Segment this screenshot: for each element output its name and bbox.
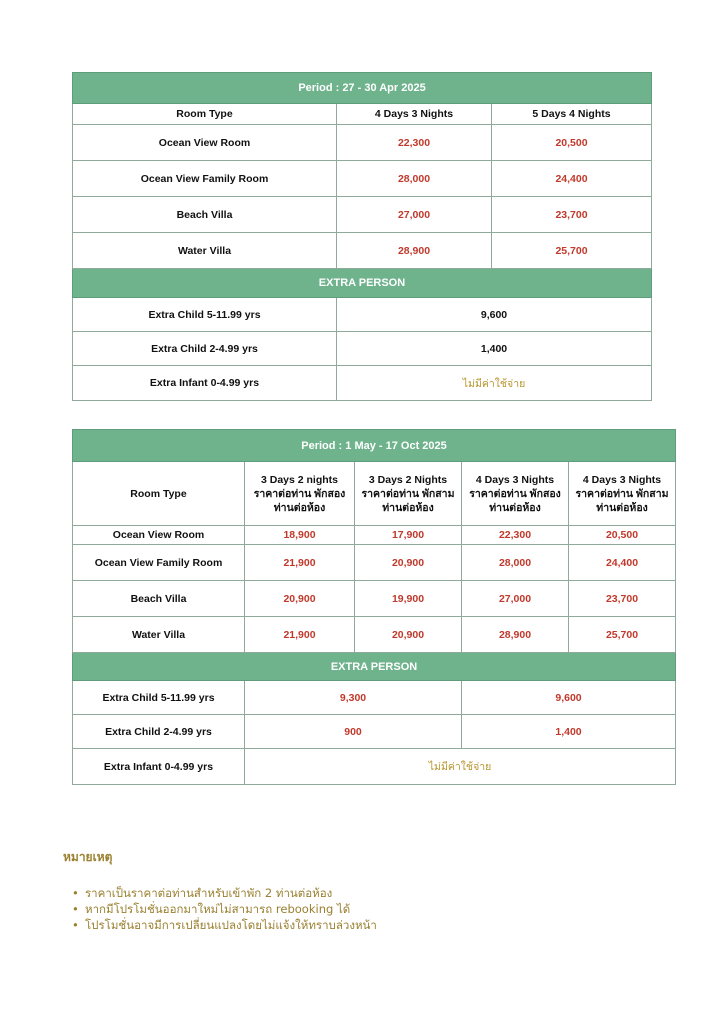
- room-name: Ocean View Room: [73, 125, 337, 161]
- price-cell: 21,900: [245, 545, 355, 581]
- room-name: Beach Villa: [73, 581, 245, 617]
- extra-label: Extra Child 2-4.99 yrs: [73, 332, 337, 366]
- period-header: Period : 1 May - 17 Oct 2025: [73, 430, 676, 462]
- price-cell: 17,900: [355, 526, 462, 545]
- price-cell: 20,500: [492, 125, 652, 161]
- extra-value: 1,400: [462, 715, 676, 749]
- notes-list: [63, 885, 377, 933]
- header-line: ท่านต่อห้อง: [382, 501, 434, 514]
- extra-label: Extra Child 5-11.99 yrs: [73, 681, 245, 715]
- header-line: ราคาต่อท่าน พักสาม: [575, 487, 669, 500]
- room-type-header: Room Type: [73, 104, 337, 125]
- price-cell: 19,900: [355, 581, 462, 617]
- header-line: ท่านต่อห้อง: [273, 501, 326, 514]
- table-row: [73, 526, 676, 545]
- table-row: [73, 366, 652, 401]
- note-item: • หากมีโปรโมชั่นออกมาใหม่ไม่สามารถ rebooking ได้: [85, 901, 377, 917]
- price-cell: 28,000: [337, 161, 492, 197]
- price-cell: 20,500: [569, 526, 676, 545]
- header-line: 4 Days 3 Nights: [582, 473, 662, 486]
- column-header: [355, 462, 462, 526]
- room-name: Ocean View Family Room: [73, 161, 337, 197]
- price-cell: 20,900: [245, 581, 355, 617]
- room-name: Ocean View Family Room: [73, 545, 245, 581]
- table-row: [73, 197, 652, 233]
- extra-value: 9,600: [337, 298, 652, 332]
- price-cell: 24,400: [492, 161, 652, 197]
- table-row: [73, 581, 676, 617]
- room-name: Ocean View Room: [73, 526, 245, 545]
- period-header: Period : 27 - 30 Apr 2025: [73, 73, 652, 104]
- header-line: ราคาต่อท่าน พักสอง: [469, 487, 561, 500]
- header-line: ท่านต่อห้อง: [489, 501, 541, 514]
- header-line: 4 Days 3 Nights: [475, 473, 555, 486]
- table-row: [73, 298, 652, 332]
- price-cell: 27,000: [337, 197, 492, 233]
- table-row: [73, 617, 676, 653]
- table-row: [73, 233, 652, 269]
- room-name: Water Villa: [73, 617, 245, 653]
- price-cell: 28,900: [462, 617, 569, 653]
- extra-value: 9,300: [245, 681, 462, 715]
- price-cell: 23,700: [492, 197, 652, 233]
- price-cell: 23,700: [569, 581, 676, 617]
- extra-value: 9,600: [462, 681, 676, 715]
- column-header: [245, 462, 355, 526]
- table-row: [73, 125, 652, 161]
- header-line: ราคาต่อท่าน พักสาม: [361, 487, 455, 500]
- column-header: [569, 462, 676, 526]
- price-cell: 20,900: [355, 617, 462, 653]
- extra-value: 900: [245, 715, 462, 749]
- header-line: 3 Days 2 nights: [260, 473, 339, 486]
- extra-value: ไม่มีค่าใช้จ่าย: [337, 366, 652, 401]
- table-row: [73, 161, 652, 197]
- extra-value: ไม่มีค่าใช้จ่าย: [245, 749, 676, 785]
- note-item: • ราคาเป็นราคาต่อท่านสำหรับเข้าพัก 2 ท่านต่อห้อง: [85, 885, 377, 901]
- room-type-header: Room Type: [73, 462, 245, 526]
- header-line: ท่านต่อห้อง: [596, 501, 648, 514]
- room-name: Water Villa: [73, 233, 337, 269]
- price-cell: 21,900: [245, 617, 355, 653]
- table-row: [73, 545, 676, 581]
- table-row: [73, 332, 652, 366]
- table-row: [73, 681, 676, 715]
- column-header: [462, 462, 569, 526]
- price-cell: 24,400: [569, 545, 676, 581]
- extra-label: Extra Child 5-11.99 yrs: [73, 298, 337, 332]
- table-row: [73, 715, 676, 749]
- price-table-apr: [72, 72, 652, 401]
- table-row: [73, 749, 676, 785]
- price-cell: 27,000: [462, 581, 569, 617]
- header-line: ราคาต่อท่าน พักสอง: [253, 487, 346, 500]
- extra-value: 1,400: [337, 332, 652, 366]
- price-cell: 25,700: [492, 233, 652, 269]
- notes-title: หมายเหตุ: [63, 850, 113, 864]
- price-cell: 28,900: [337, 233, 492, 269]
- price-cell: 22,300: [462, 526, 569, 545]
- notes-section: [63, 848, 377, 933]
- price-cell: 22,300: [337, 125, 492, 161]
- note-item: • โปรโมชั่นอาจมีการเปลี่ยนแปลงโดยไม่แจ้งให้ทราบล่วงหน้า: [85, 917, 377, 933]
- extra-label: Extra Infant 0-4.99 yrs: [73, 749, 245, 785]
- extra-person-header: EXTRA PERSON: [73, 269, 652, 298]
- price-cell: 20,900: [355, 545, 462, 581]
- column-header: 5 Days 4 Nights: [492, 104, 652, 125]
- price-cell: 25,700: [569, 617, 676, 653]
- price-cell: 28,000: [462, 545, 569, 581]
- column-header: 4 Days 3 Nights: [337, 104, 492, 125]
- extra-person-header: EXTRA PERSON: [73, 653, 676, 681]
- header-line: 3 Days 2 Nights: [368, 473, 448, 486]
- price-cell: 18,900: [245, 526, 355, 545]
- room-name: Beach Villa: [73, 197, 337, 233]
- extra-label: Extra Infant 0-4.99 yrs: [73, 366, 337, 401]
- extra-label: Extra Child 2-4.99 yrs: [73, 715, 245, 749]
- price-table-may-oct: [72, 429, 676, 785]
